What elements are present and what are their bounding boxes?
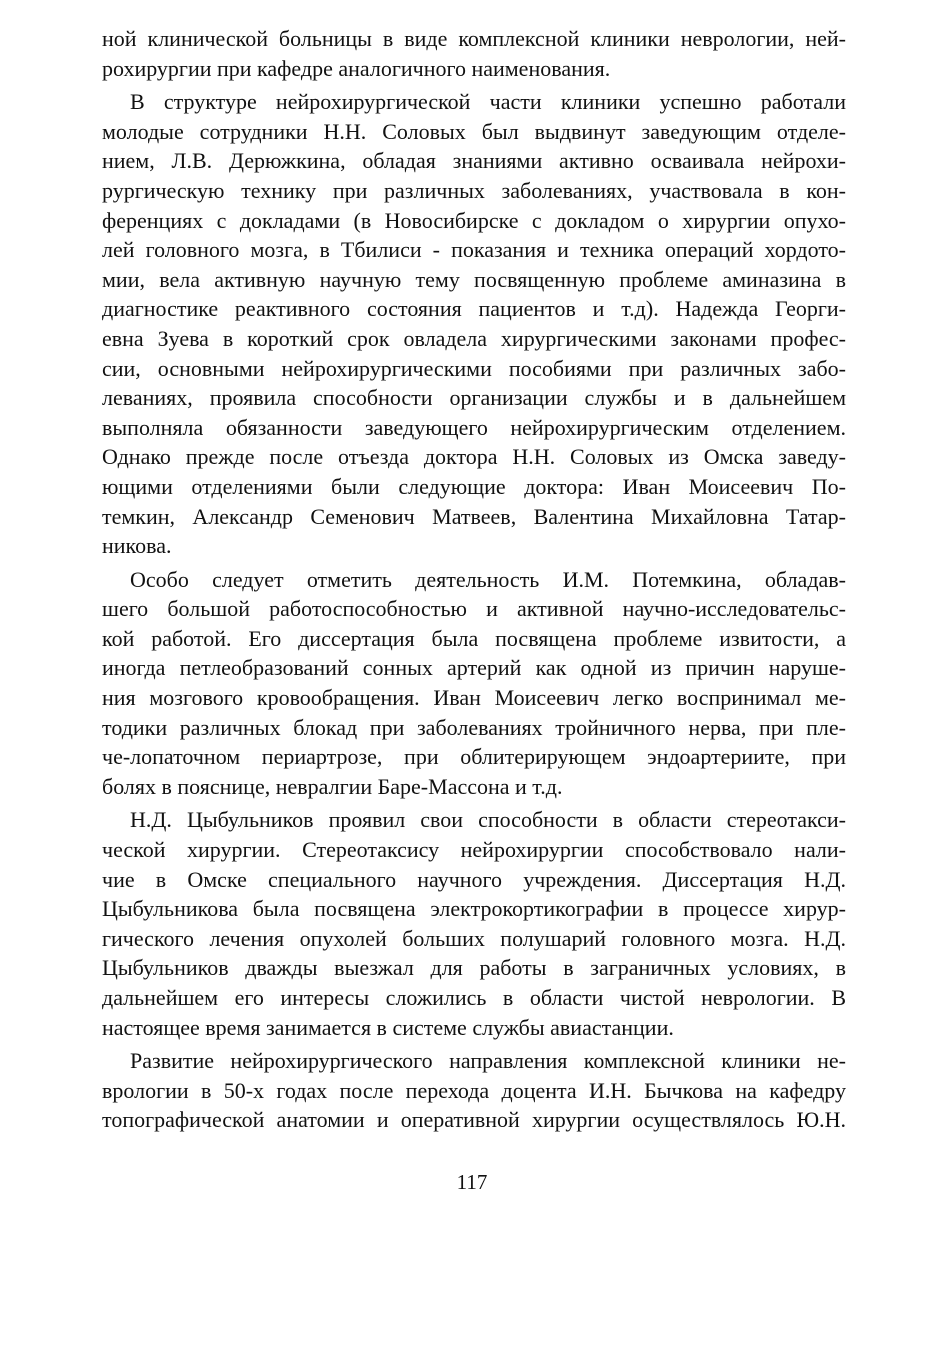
text-line: чие в Омске специального научного учреждения. Диссертация Н.Д. [102,866,846,892]
text-line: ной клинической больницы в виде комплексной клиники неврологии, ней- [102,26,846,51]
text-line: Особо следует отметить деятельность И.М. Потемкина, обладав- [130,566,846,592]
text-line: мии, вела активную научную тему посвященную проблеме аминазина в [102,266,846,292]
text-line: диагностике реактивного состояния пациентов и т.д). Надежда Георги- [102,296,846,322]
text-line: болях в пояснице, невралгии Баре-Массона и т.д. [102,773,563,799]
text-line: че-лопаточном периартрозе, при облитерирующем эндоартериите, при [102,744,846,770]
text-line: В структуре нейрохирургической части клиники успешно работали [130,89,846,115]
text-line: сии, основными нейрохирургическими пособиями при различных забо- [102,355,846,381]
text-line: Развитие нейрохирургического направления комплексной клиники не- [130,1048,846,1074]
text-line: ференциях с докладами (в Новосибирске с докладом о хирургии опухо- [102,207,846,233]
text-line: иногда петлеобразований сонных артерий как одной из причин наруше- [102,655,846,681]
text-line: ющими отделениями были следующие доктора: Иван Моисеевич По- [102,473,846,499]
text-line: Цыбульникова была посвящена электрокортикографии в процессе хирур- [102,896,846,922]
text-line: Однако прежде после отъезда доктора Н.Н. Соловых из Омска заведу- [102,444,846,470]
text-line: лей головного мозга, в Тбилиси - показания и техника операций хордото- [102,237,846,263]
paragraph [102,805,846,1042]
body-text [102,24,846,1139]
text-line: Цыбульников дважды выезжал для работы в заграничных условиях, в [102,955,846,981]
text-line: кой работой. Его диссертация была посвящена проблеме извитости, а [102,625,846,651]
text-line: леваниях, проявила способности организации службы и в дальнейшем [102,385,846,411]
text-line: рохирургии при кафедре аналогичного наименования. [102,55,611,81]
paragraph [102,24,846,83]
text-line: ческой хирургии. Стереотаксису нейрохирургии способствовало нали- [102,837,846,863]
text-line: ния мозгового кровообращения. Иван Моисеевич легко воспринимал ме- [102,685,846,711]
paragraph [102,565,846,802]
text-line: дальнейшем его интересы сложились в области чистой неврологии. В [102,985,846,1010]
text-line: врологии в 50-х годах после перехода доцента И.Н. Бычкова на кафедру [102,1077,846,1103]
text-line: гического лечения опухолей больших полушарий головного мозга. Н.Д. [102,925,846,951]
text-line: топографической анатомии и оперативной хирургии осуществлялось Ю.Н. [102,1107,846,1133]
text-line: шего большой работоспособностью и активной научно-исследовательс- [102,596,846,622]
text-line: тодики различных блокад при заболеваниях тройничного нерва, при пле- [102,714,846,740]
paragraph [102,1046,846,1135]
text-line: нием, Л.В. Дерюжкина, обладая знаниями активно осваивала нейрохи- [102,148,846,174]
text-line: темкин, Александр Семенович Матвеев, Валентина Михайловна Татар- [102,503,846,529]
text-line: рургическую технику при различных заболеваниях, участвовала в кон- [102,177,846,203]
text-line: выполняла обязанности заведующего нейрохирургическим отделением. [102,414,846,440]
text-line: молодые сотрудники Н.Н. Соловых был выдвинут заведующим отделе- [102,118,846,144]
text-line: Н.Д. Цыбульников проявил свои способности в области стереотакси- [130,807,846,833]
text-line: евна Зуева в короткий срок овладела хирургическими законами профес- [102,325,846,351]
page-number: 117 [456,1170,488,1194]
paragraph [102,87,846,561]
text-line: никова. [102,533,172,559]
text-line: настоящее время занимается в системе службы авиастанции. [102,1014,674,1040]
